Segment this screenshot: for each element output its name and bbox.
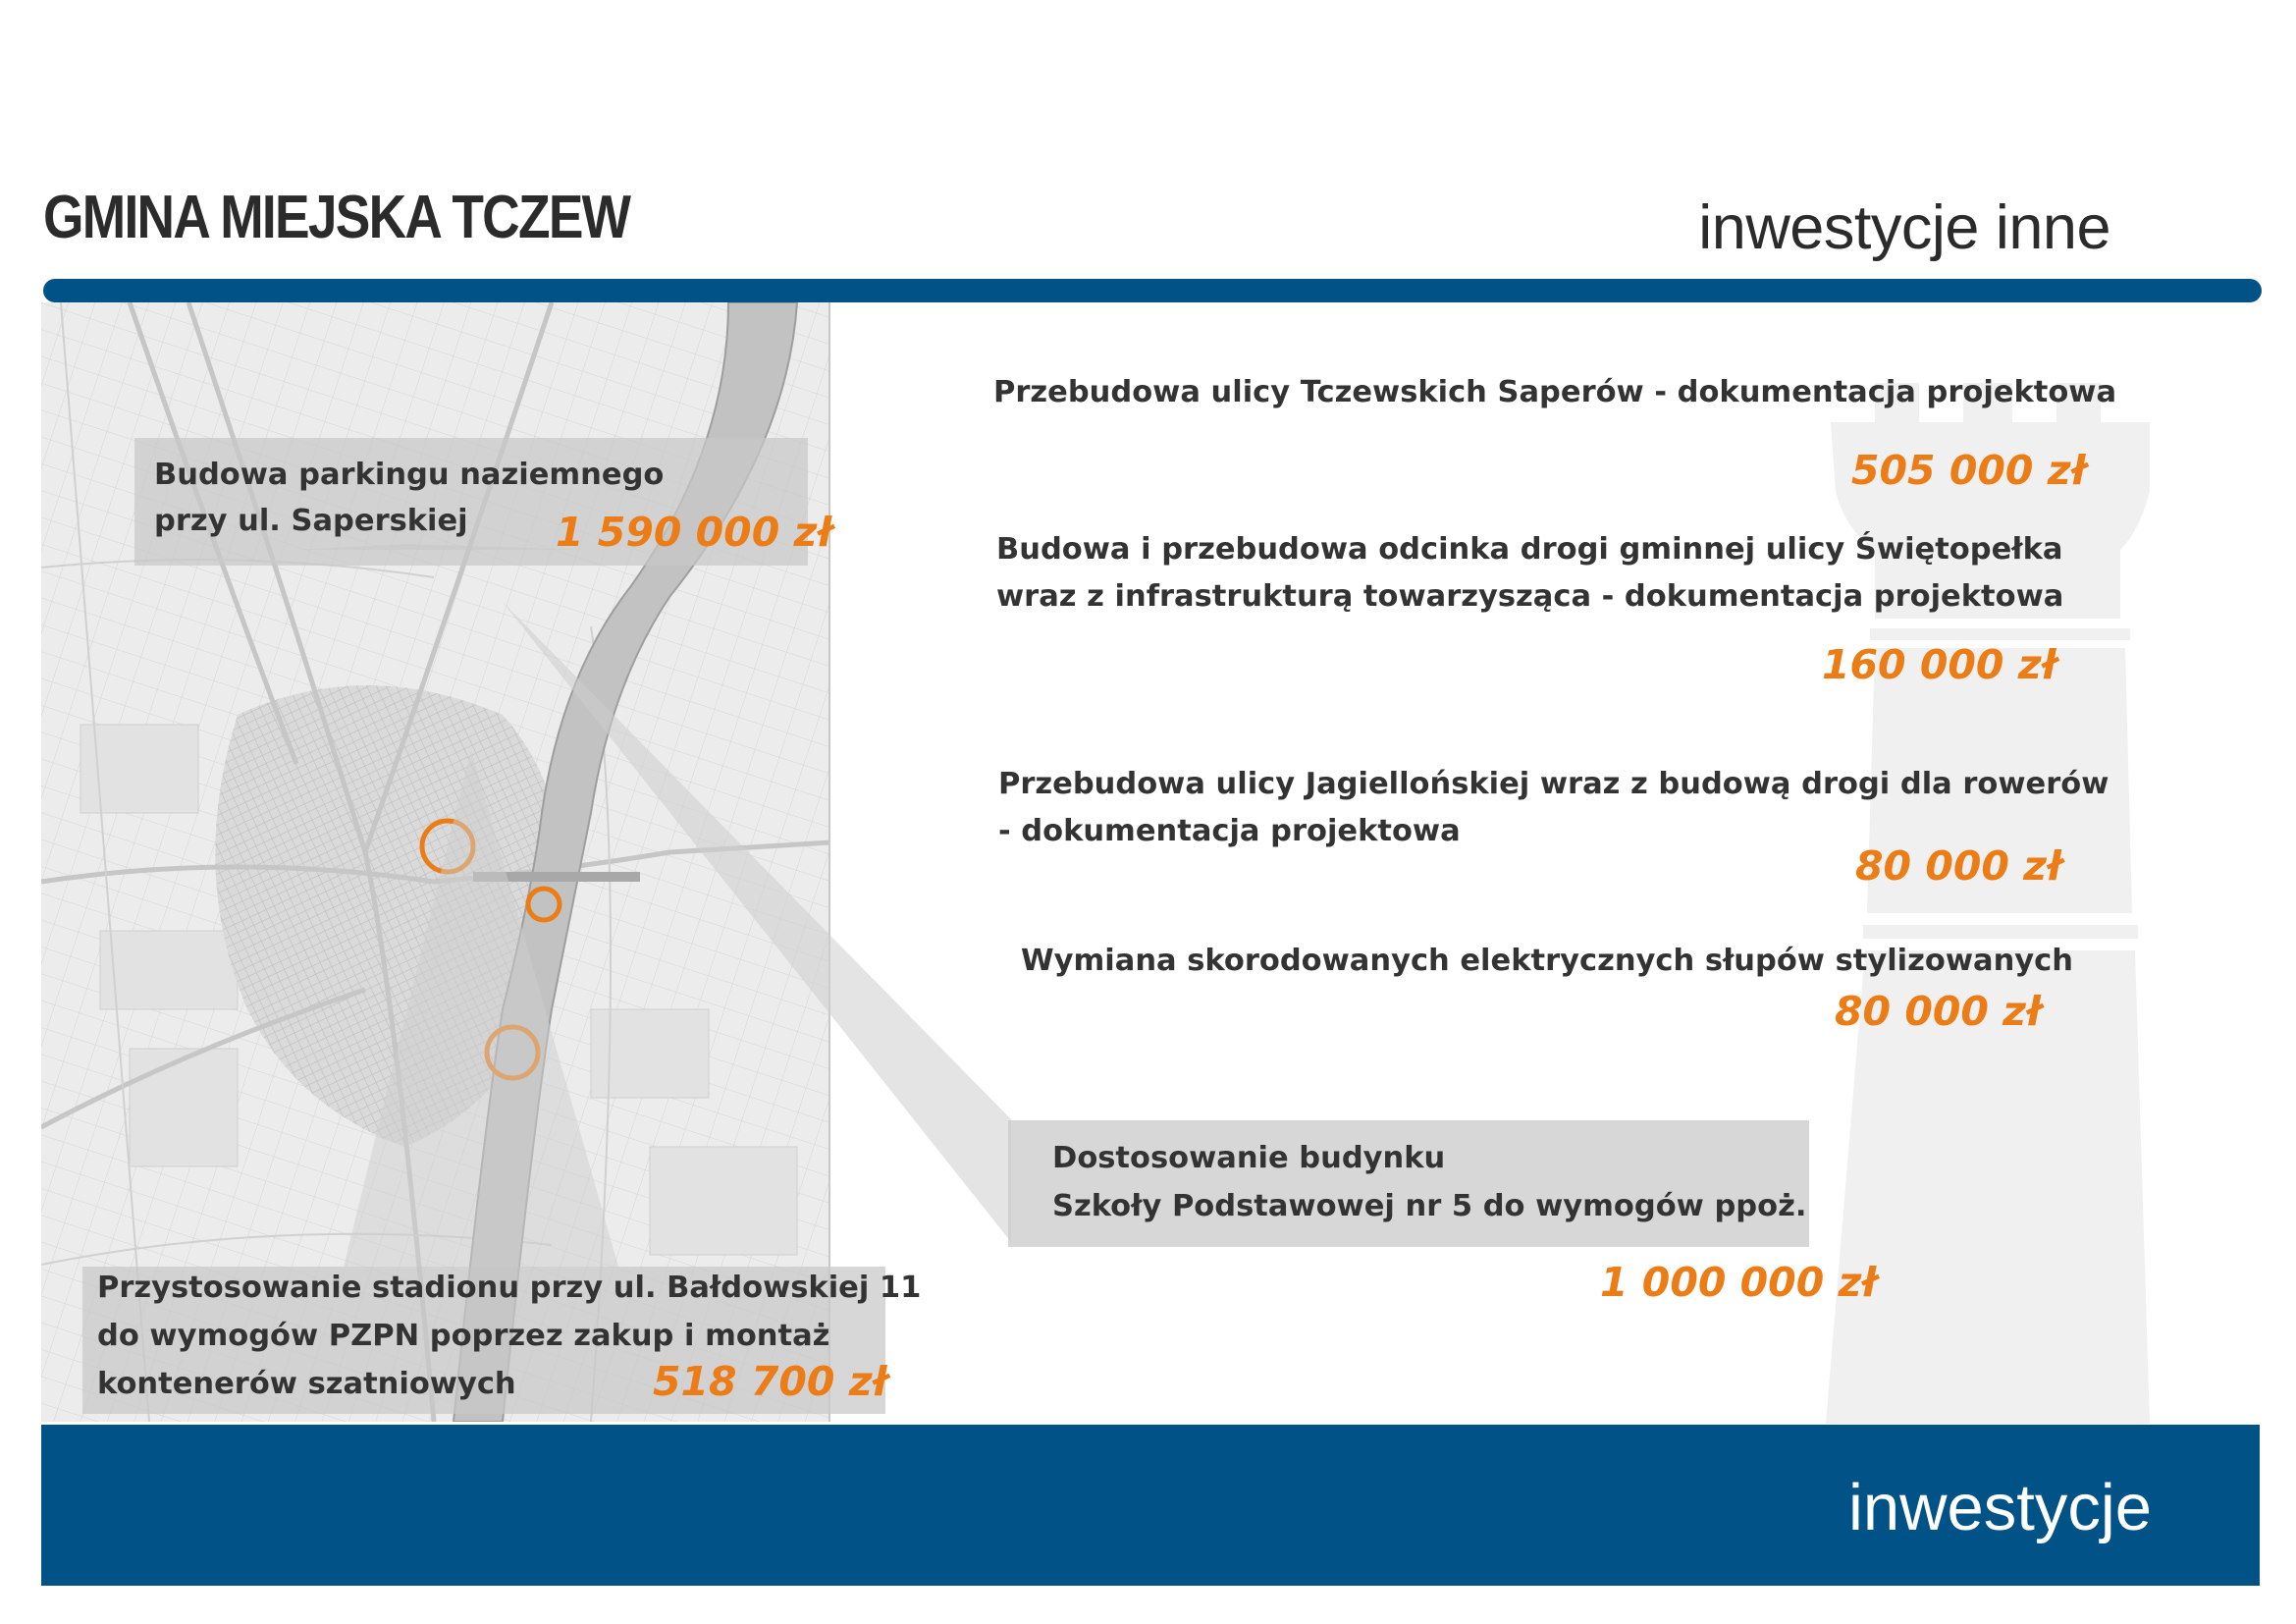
footer-bar — [41, 1425, 2260, 1586]
investment-3-amount: 80 000 zł — [1855, 842, 2062, 890]
investment-4-label: Wymiana skorodowanych elektrycznych słupów stylizowanych — [1021, 944, 2073, 978]
callout-parking-label-2: przy ul. Saperskiej — [154, 504, 468, 538]
investment-5-label-2: Szkoły Podstawowej nr 5 do wymogów ppoż. — [1052, 1189, 1807, 1223]
callout-parking-label-1: Budowa parkingu naziemnego — [154, 458, 665, 492]
investment-2-label-1: Budowa i przebudowa odcinka drogi gminnej ulicy Świętopełka — [996, 532, 2063, 567]
investment-1-amount: 505 000 zł — [1851, 447, 2086, 494]
section-title: inwestycje inne — [1698, 193, 2110, 262]
callout-stadium-amount: 518 700 zł — [653, 1358, 887, 1405]
investment-3-label-1: Przebudowa ulicy Jagiellońskiej wraz z budową drogi dla rowerów — [998, 767, 2109, 801]
investment-5-label-1: Dostosowanie budynku — [1052, 1141, 1446, 1175]
callout-stadium-label-3: kontenerów szatniowych — [97, 1367, 516, 1401]
investment-3-label-2: - dokumentacja projektowa — [998, 814, 1461, 848]
page-title: GMINA MIEJSKA TCZEW — [43, 184, 630, 251]
callout-stadium-label-2: do wymogów PZPN poprzez zakup i montaż — [97, 1319, 830, 1353]
investment-2-amount: 160 000 zł — [1822, 641, 2056, 688]
investment-2-label-2: wraz z infrastrukturą towarzysząca - dokumentacja projektowa — [996, 579, 2064, 614]
investment-1-label: Przebudowa ulicy Tczewskich Saperów - dokumentacja projektowa — [993, 375, 2117, 409]
callout-stadium-label-1: Przystosowanie stadionu przy ul. Bałdowskiej 11 — [97, 1271, 922, 1305]
callout-parking-amount: 1 590 000 zł — [556, 509, 832, 556]
footer-label: inwestycje — [1847, 1471, 2152, 1544]
investment-4-amount: 80 000 zł — [1835, 988, 2042, 1035]
investment-5-amount: 1 000 000 zł — [1600, 1259, 1877, 1306]
